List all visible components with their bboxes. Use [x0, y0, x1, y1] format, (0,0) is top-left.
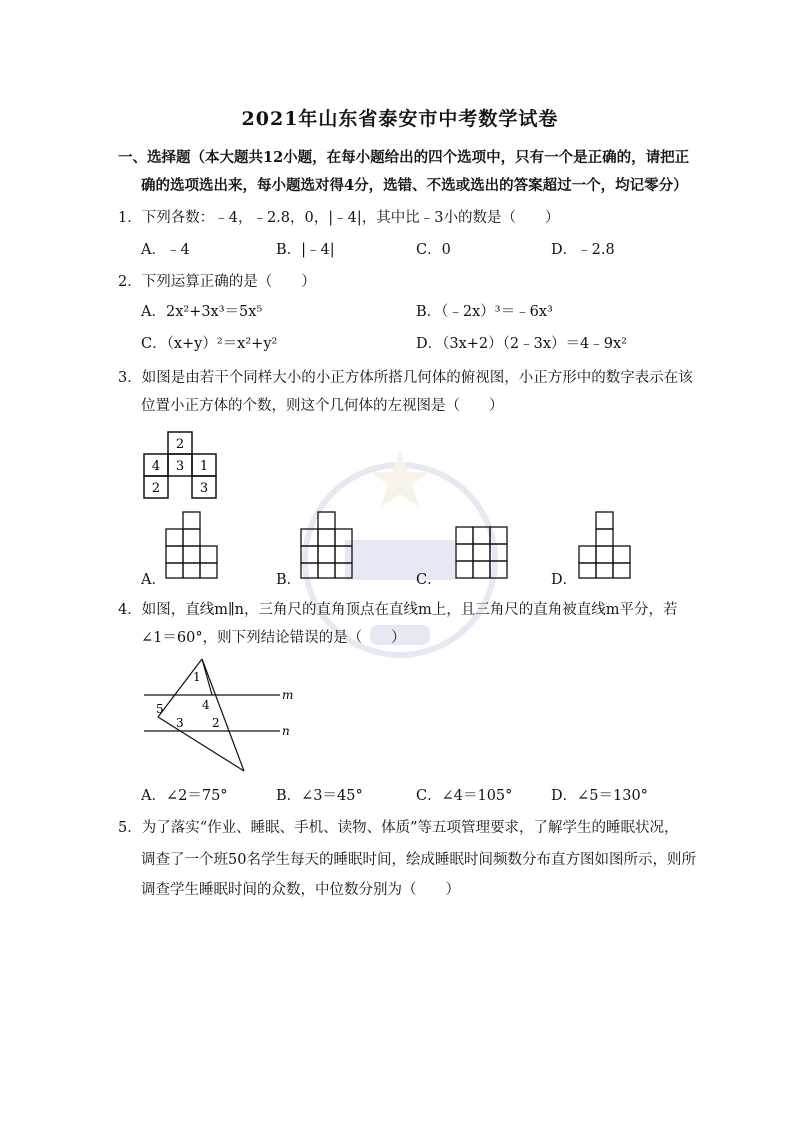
q2-option-d: D．（3x+2）（2﹣3x）＝4﹣9x²: [416, 336, 627, 352]
q3-option-b-figure: [300, 510, 360, 580]
q4-option-d: D．∠5＝130°: [551, 788, 648, 804]
grid-number: 3: [175, 459, 185, 474]
q2-option-b: B．（﹣2x）³＝﹣6x³: [416, 304, 553, 320]
q4-option-a: A．∠2＝75°: [141, 788, 228, 804]
q3-option-c-figure: [455, 525, 515, 580]
q4-option-b: B．∠3＝45°: [276, 788, 363, 804]
q3-top-view-grid: [142, 430, 222, 502]
grid-number: 2: [175, 437, 185, 452]
q5-stem-line3: 调查学生睡眠时间的众数，中位数分别为（ ）: [141, 882, 460, 898]
q4-figure: [140, 655, 300, 775]
q3-option-d-figure: [578, 510, 638, 580]
section-instruction-line1: 一、选择题（本大题共12小题，在每小题给出的四个选项中，只有一个是正确的，请把正: [118, 149, 690, 166]
fig-label: 2: [212, 716, 220, 730]
grid-number: 2: [151, 481, 161, 496]
page-title: 2021年山东省泰安市中考数学试卷: [241, 108, 559, 130]
q1-option-b: B．|﹣4|: [276, 242, 335, 258]
q3-stem-line2: 位置小正方体的个数，则这个几何体的左视图是（ ）: [141, 398, 504, 414]
q3-option-a-figure: [165, 510, 225, 580]
q3-option-c: C．: [416, 572, 442, 588]
fig-label: n: [282, 724, 290, 738]
q1-stem: 1．下列各数：﹣4，﹣2.8，0，|﹣4|，其中比﹣3小的数是（ ）: [118, 210, 560, 226]
fig-label: 1: [193, 670, 201, 684]
q3-option-d: D．: [551, 572, 578, 588]
grid-number: 3: [199, 481, 209, 496]
fig-label: 4: [202, 698, 210, 712]
q3-option-a: A．: [141, 572, 166, 588]
q1-option-a: A．﹣4: [141, 242, 190, 258]
fig-label: 3: [176, 716, 184, 730]
q3-stem-line1: 3．如图是由若干个同样大小的小正方体所搭几何体的俯视图，小正方形中的数字表示在该: [118, 370, 693, 386]
q4-stem-line1: 4．如图，直线m∥n，三角尺的直角顶点在直线m上，且三角尺的直角被直线m平分，若: [118, 602, 678, 618]
q1-option-d: D．﹣2.8: [551, 242, 615, 258]
grid-number: 4: [151, 459, 161, 474]
q3-option-b: B．: [276, 572, 302, 588]
q4-stem-line2: ∠1＝60°，则下列结论错误的是（ ）: [141, 630, 406, 646]
q2-option-c: C．（x+y）²＝x²+y²: [141, 336, 278, 352]
fig-label: m: [282, 688, 294, 702]
q5-stem-line2: 调查了一个班50名学生每天的睡眠时间，绘成睡眠时间频数分布直方图如图所示，则所: [141, 852, 696, 868]
fig-label: 5: [156, 702, 164, 716]
grid-number: 1: [199, 459, 209, 474]
section-instruction-line2: 确的选项选出来，每小题选对得4分，选错、不选或选出的答案超过一个，均记零分）: [141, 177, 688, 194]
q4-option-c: C．∠4＝105°: [416, 788, 513, 804]
q2-stem: 2．下列运算正确的是（ ）: [118, 274, 316, 290]
q2-option-a: A．2x²+3x³＝5x⁵: [141, 304, 263, 320]
q1-option-c: C．0: [416, 242, 451, 258]
q5-stem-line1: 5．为了落实“作业、睡眠、手机、读物、体质”等五项管理要求，了解学生的睡眠状况，: [118, 820, 679, 836]
